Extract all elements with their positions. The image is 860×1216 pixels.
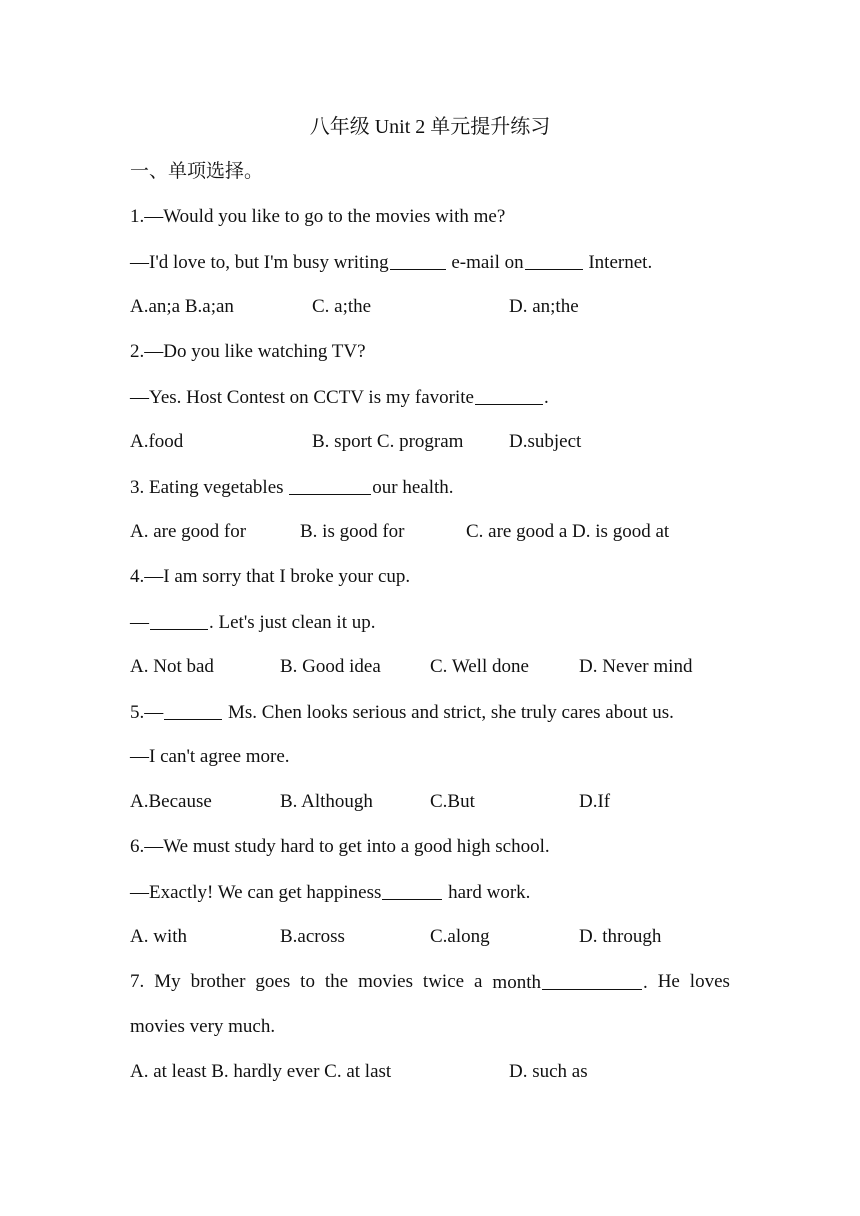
question-6-reply-text: hard work. (443, 882, 531, 903)
question-7-month-blank (492, 967, 647, 998)
question-6-options (130, 922, 770, 952)
option-d: D. through (579, 926, 662, 947)
question-5-reply: —I can't agree more. (130, 746, 290, 767)
question-7-word: month (492, 972, 541, 993)
question-4-reply-text: . Let's just clean it up. (209, 612, 376, 633)
question-7-word: loves (689, 971, 730, 992)
question-2-stem: 2.—Do you like watching TV? (130, 341, 366, 362)
answer-blank (164, 699, 222, 720)
option-a: A. Not bad (130, 656, 214, 677)
question-5-stem-text: 5.— (130, 702, 164, 723)
option-b: B.across (280, 926, 345, 947)
question-5-stem-text: Ms. Chen looks serious and strict, she truly cares about us. (223, 702, 674, 723)
option-d: D.If (579, 791, 611, 812)
option-a: A.Because (130, 791, 212, 812)
answer-blank (475, 384, 543, 405)
question-7-word: 7. (130, 971, 145, 992)
question-7-options (130, 1057, 770, 1087)
question-1-stem: 1.—Would you like to go to the movies with me? (130, 206, 506, 227)
question-2-reply-text: . (543, 387, 549, 408)
answer-blank (390, 249, 446, 270)
option-a: A.food (130, 431, 184, 452)
answer-blank (382, 879, 442, 900)
question-4-reply-text: — (130, 612, 149, 633)
question-7-stem-continued: movies very much. (130, 1016, 276, 1037)
option-a: A. at least B. hardly ever C. at last (130, 1061, 392, 1082)
option-a: A.an;a B.a;an (130, 296, 234, 317)
answer-blank (150, 609, 208, 630)
question-7-word: My (154, 971, 181, 992)
question-2-reply (130, 382, 549, 413)
section-heading: 一、单项选择。 (130, 161, 264, 182)
option-c: C.along (430, 926, 490, 947)
question-7-word: to (300, 971, 315, 992)
option-b: B. Good idea (280, 656, 381, 677)
answer-blank (289, 474, 371, 495)
option-d: D.subject (509, 431, 582, 452)
question-4-reply (130, 607, 375, 638)
option-c: C. Well done (430, 656, 529, 677)
question-6-reply-text: —Exactly! We can get happiness (130, 882, 382, 903)
question-4-options (130, 652, 770, 682)
question-6-stem: 6.—We must study hard to get into a good high school. (130, 836, 550, 857)
option-a: A. are good for (130, 521, 247, 542)
question-7-word: He (657, 971, 680, 992)
option-c: C. are good a D. is good at (466, 521, 670, 542)
option-d: D. Never mind (579, 656, 693, 677)
question-7-word: twice (422, 971, 465, 992)
option-d: D. an;the (509, 296, 579, 317)
question-3-stem (130, 472, 454, 503)
question-1-reply (130, 247, 652, 278)
question-2-options (130, 427, 770, 457)
question-3-stem-text: 3. Eating vegetables (130, 477, 289, 498)
question-7-word: goes (255, 971, 291, 992)
question-5-stem (130, 697, 674, 728)
answer-blank (542, 969, 642, 990)
option-b: B. is good for (300, 521, 405, 542)
option-a: A. with (130, 926, 187, 947)
question-1-reply-text: e-mail on (446, 252, 524, 273)
question-6-reply (130, 877, 530, 908)
question-7-word: movies (358, 971, 413, 992)
question-3-stem-text: our health. (372, 477, 454, 498)
question-1-options (130, 292, 770, 322)
answer-blank (525, 249, 583, 270)
option-c: C. a;the (312, 296, 372, 317)
question-1-reply-text: Internet. (583, 252, 653, 273)
question-5-options (130, 787, 770, 817)
option-d: D. such as (509, 1061, 588, 1082)
question-3-options (130, 517, 770, 547)
question-1-reply-text: —I'd love to, but I'm busy writing (130, 252, 389, 273)
question-7-word: a (474, 971, 483, 992)
question-7-stem (130, 967, 730, 998)
question-2-reply-text: —Yes. Host Contest on CCTV is my favorite (130, 387, 474, 408)
question-4-stem: 4.—I am sorry that I broke your cup. (130, 566, 411, 587)
question-7-word: . (642, 972, 648, 993)
question-7-word: brother (190, 971, 246, 992)
option-b: B. sport C. program (312, 431, 464, 452)
page-title: 八年级 Unit 2 单元提升练习 (309, 116, 551, 138)
option-c: C.But (430, 791, 475, 812)
option-b: B. Although (280, 791, 373, 812)
question-7-word: the (324, 971, 349, 992)
